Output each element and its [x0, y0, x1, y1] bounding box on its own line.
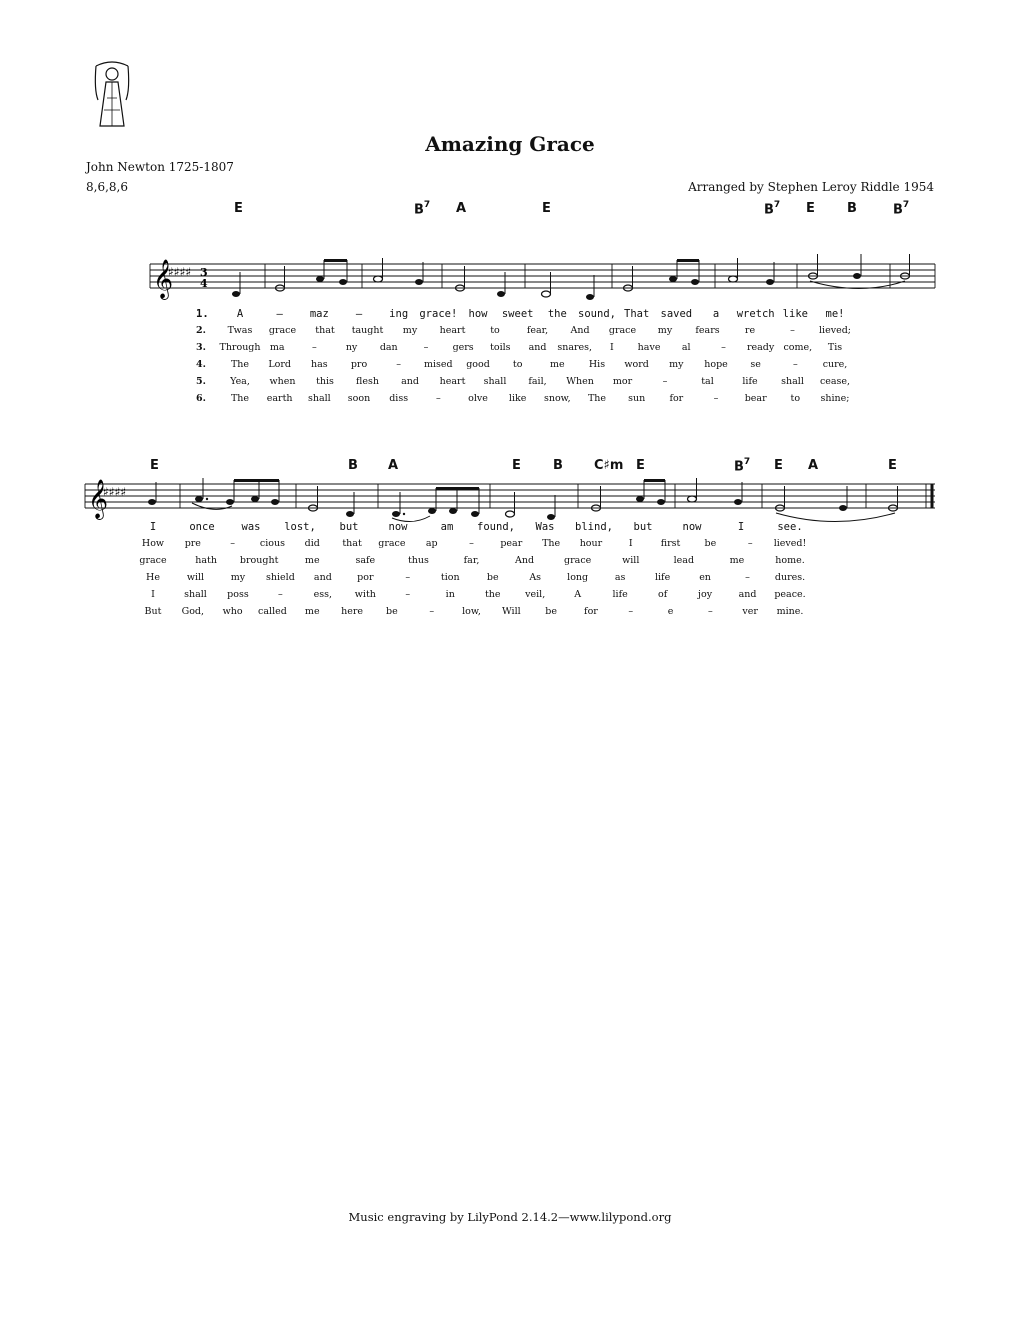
lyric-syllable: have: [637, 342, 661, 353]
lyric-syllable: shall: [307, 393, 331, 404]
lyric-syllable: Yea,: [230, 376, 250, 387]
lyric-syllable: se: [750, 359, 761, 370]
lyric-syllable: God,: [181, 606, 205, 617]
lyric-syllable: But: [144, 606, 162, 617]
lyric-syllable: me!: [825, 308, 845, 320]
lyric-syllable: for: [584, 606, 598, 617]
chord-symbol: A: [456, 201, 467, 216]
lyric-syllable: Through: [219, 342, 261, 353]
lyric-syllable: be: [386, 606, 398, 617]
lyric-syllable: dures.: [774, 572, 806, 583]
lyric-syllable: –: [469, 538, 474, 549]
lyric-syllable: re: [744, 325, 756, 336]
lyric-syllable: first: [660, 538, 681, 549]
lyric-syllable: who: [222, 606, 243, 617]
chord-symbol: E: [512, 458, 521, 473]
lyric-syllable: cious: [259, 538, 285, 549]
chord-symbol: E: [636, 458, 645, 473]
lyric-syllable: –: [423, 342, 429, 353]
lyric-syllable: and: [738, 589, 757, 600]
lyric-syllable: That: [624, 308, 650, 320]
lyric-syllable: called: [258, 606, 287, 617]
lyric-syllable: be: [545, 606, 557, 617]
lyric-syllable: –: [745, 572, 750, 583]
lyric-syllable: fears: [695, 325, 720, 336]
chord-symbol: E: [542, 201, 551, 216]
lyric-syllable: safe: [355, 555, 376, 566]
lyric-syllable: –: [278, 589, 283, 600]
lyric-syllable: when: [269, 376, 296, 387]
chord-symbol: E: [888, 458, 897, 473]
lyric-syllable: to: [490, 325, 500, 336]
lyric-syllable: with: [354, 589, 376, 600]
lyric-syllable: How: [141, 538, 165, 549]
chord-symbol: $B^7$: [414, 200, 431, 218]
lyric-syllable: en: [699, 572, 711, 583]
lyric-syllable: lost,: [284, 521, 316, 533]
lyric-syllable: a: [712, 308, 720, 320]
lyric-syllable: e: [667, 606, 674, 617]
lyric-syllable: but: [633, 521, 653, 533]
lyric-syllable: snow,: [543, 393, 571, 404]
lyric-syllable: A: [574, 589, 582, 600]
lyric-syllable: His: [588, 359, 606, 370]
lyric-syllable: ver: [742, 606, 758, 617]
lyric-syllable: like: [782, 308, 808, 320]
lyric-syllable: the: [484, 589, 501, 600]
lyric-syllable: –: [396, 359, 402, 370]
svg-text:♯♯♯♯: ♯♯♯♯: [103, 485, 127, 499]
lyric-syllable: found,: [477, 521, 515, 533]
lyric-syllable: –: [312, 342, 317, 353]
lyric-syllable: now: [682, 521, 702, 533]
lyric-syllable: see.: [777, 521, 803, 533]
lyric-syllable: this: [316, 376, 334, 387]
lyric-syllable: low,: [462, 606, 481, 617]
lyric-syllable: but: [339, 521, 359, 533]
verse-number: 1.: [196, 308, 209, 320]
staff-system-1: [0, 250, 1020, 310]
lyric-syllable: poss: [227, 589, 249, 600]
lyric-syllable: I: [609, 342, 614, 353]
lyric-syllable: heart: [439, 325, 466, 336]
lyric-syllable: diss: [389, 393, 409, 404]
lyric-syllable: cease,: [819, 376, 851, 387]
lyric-syllable: be: [486, 572, 499, 583]
verse-number: 3.: [196, 342, 206, 353]
lyric-syllable: mine.: [776, 606, 804, 617]
lyric-syllable: fail,: [528, 376, 547, 387]
lyric-syllable: –: [276, 308, 283, 320]
lyric-syllable: lieved!: [773, 538, 807, 549]
lyric-syllable: blind,: [575, 521, 613, 533]
staff-system-2: [0, 470, 1020, 530]
lyric-syllable: –: [713, 393, 719, 404]
svg-text:3: 3: [200, 266, 208, 279]
lyric-syllable: I: [151, 589, 155, 600]
lyric-syllable: me: [304, 606, 320, 617]
lyric-syllable: lieved;: [819, 325, 851, 336]
lyric-syllable: dan: [379, 342, 398, 353]
lyric-syllable: soon: [347, 393, 371, 404]
lyric-syllable: my: [669, 359, 684, 370]
lyric-syllable: heart: [439, 376, 466, 387]
lyric-syllable: long: [567, 572, 589, 583]
lyric-syllable: –: [435, 393, 441, 404]
lyric-syllable: pear: [500, 538, 523, 549]
lyric-syllable: And: [570, 325, 590, 336]
lyric-syllable: snares,: [557, 342, 593, 353]
lyric-syllable: wretch: [736, 308, 775, 320]
lyric-syllable: The: [542, 538, 561, 549]
svg-text:4: 4: [200, 277, 208, 290]
engraving-footer: Music engraving by LilyPond 2.14.2—www.lilypond.org: [348, 1210, 672, 1224]
chord-symbol: E: [234, 201, 243, 216]
lyric-syllable: pre: [184, 538, 201, 549]
lyric-syllable: –: [790, 325, 795, 336]
lyric-syllable: pro: [350, 359, 368, 370]
chord-symbol: $B^7$: [893, 200, 910, 218]
lyric-syllable: once: [189, 521, 215, 533]
lyric-syllable: I: [149, 521, 157, 533]
lyric-syllable: –: [708, 606, 713, 617]
lyric-syllable: As: [529, 572, 542, 583]
lyric-syllable: did: [304, 538, 320, 549]
lyric-syllable: lead: [673, 555, 695, 566]
lyric-syllable: to: [790, 393, 801, 404]
lyric-syllable: flesh: [356, 376, 379, 387]
lyric-syllable: joy: [698, 589, 713, 600]
lyric-syllable: like: [508, 393, 527, 404]
verse-number: 5.: [196, 376, 206, 387]
lyric-syllable: –: [747, 538, 753, 549]
lyric-syllable: life: [612, 589, 628, 600]
lyric-syllable: me: [550, 359, 565, 370]
lyric-syllable: shall: [781, 376, 804, 387]
lyric-syllable: A: [236, 308, 244, 320]
lyric-syllable: sun: [628, 393, 646, 404]
verse-number: 2.: [196, 325, 206, 336]
lyric-syllable: The: [587, 393, 607, 404]
lyric-syllable: When: [566, 376, 594, 387]
arranger-credit: Arranged by Stephen Leroy Riddle 1954: [688, 180, 934, 194]
lyric-syllable: olve: [468, 393, 488, 404]
lyric-syllable: veil,: [525, 589, 546, 600]
lyric-syllable: ess,: [313, 589, 333, 600]
angel-figure-icon: [90, 60, 134, 130]
chord-symbol: C♯m: [594, 458, 624, 473]
lyric-syllable: al: [681, 342, 691, 353]
lyric-syllable: –: [355, 308, 363, 320]
lyric-syllable: shield: [266, 572, 295, 583]
lyric-syllable: for: [669, 393, 684, 404]
lyric-syllable: am: [440, 521, 454, 533]
chord-symbol: A: [808, 458, 819, 473]
chord-symbol: B: [847, 201, 857, 216]
lyric-syllable: home.: [775, 555, 805, 566]
lyric-syllable: shall: [483, 376, 507, 387]
lyric-syllable: brought: [239, 555, 279, 566]
lyric-syllable: The: [230, 393, 250, 404]
chord-symbol: B: [553, 458, 563, 473]
lyric-syllable: grace: [608, 325, 637, 336]
chord-symbol: B: [348, 458, 358, 473]
lyric-syllable: me: [729, 555, 745, 566]
lyric-syllable: come,: [783, 342, 813, 353]
chord-symbol: E: [774, 458, 783, 473]
lyric-syllable: Twas: [227, 325, 253, 336]
lyric-syllable: grace: [378, 538, 406, 549]
lyric-syllable: hour: [579, 538, 603, 549]
lyric-syllable: hath: [195, 555, 217, 566]
chord-symbol: $B^7$: [764, 200, 781, 218]
lyric-syllable: I: [628, 538, 633, 549]
lyric-syllable: of: [657, 589, 668, 600]
chord-symbol: E: [150, 458, 159, 473]
lyric-syllable: as: [614, 572, 626, 583]
lyric-syllable: –: [230, 538, 235, 549]
lyric-syllable: will: [622, 555, 640, 566]
lyric-syllable: saved: [660, 308, 693, 320]
lyric-syllable: Lord: [268, 359, 291, 370]
poet-credit: John Newton 1725-1807: [86, 160, 234, 174]
lyric-syllable: to: [512, 359, 523, 370]
lyric-syllable: word: [624, 359, 649, 370]
lyric-syllable: shall: [184, 589, 207, 600]
lyric-syllable: Will: [501, 606, 521, 617]
lyric-syllable: toils: [490, 342, 511, 353]
lyric-syllable: grace: [564, 555, 592, 566]
lyric-syllable: –: [429, 606, 435, 617]
lyric-syllable: and: [313, 572, 332, 583]
lyric-syllable: sweet: [501, 308, 534, 320]
chord-symbol: $B^7$: [734, 457, 751, 475]
lyric-syllable: that: [342, 538, 362, 549]
lyric-syllable: –: [628, 606, 634, 617]
lyric-syllable: –: [721, 342, 726, 353]
lyric-syllable: my: [402, 325, 418, 336]
lyric-syllable: tal: [701, 376, 714, 387]
lyric-syllable: –: [405, 589, 411, 600]
lyric-syllable: fear,: [526, 325, 549, 336]
lyric-syllable: mised: [424, 359, 453, 370]
lyric-syllable: be: [704, 538, 717, 549]
lyric-syllable: Tis: [827, 342, 843, 353]
svg-text:𝄞: 𝄞: [153, 259, 174, 299]
lyric-syllable: And: [515, 555, 535, 566]
lyric-syllable: far,: [463, 555, 480, 566]
lyric-syllable: grace: [268, 325, 297, 336]
svg-text:♯♯♯♯: ♯♯♯♯: [168, 265, 192, 279]
lyric-syllable: peace.: [774, 589, 806, 600]
lyric-syllable: here: [341, 606, 364, 617]
lyric-syllable: ma: [269, 342, 285, 353]
lyric-syllable: in: [445, 589, 455, 600]
lyric-syllable: I: [737, 521, 745, 533]
lyric-syllable: mor: [612, 376, 633, 387]
lyric-syllable: The: [230, 359, 250, 370]
lyric-syllable: will: [186, 572, 205, 583]
lyric-syllable: me: [304, 555, 320, 566]
lyric-syllable: life: [654, 572, 671, 583]
lyric-syllable: shine;: [820, 393, 850, 404]
lyric-syllable: my: [230, 572, 246, 583]
lyric-syllable: He: [146, 572, 160, 583]
lyric-syllable: that: [315, 325, 335, 336]
verse-number: 4.: [196, 359, 206, 370]
lyric-syllable: bear: [744, 393, 767, 404]
lyric-syllable: –: [405, 572, 411, 583]
lyric-syllable: grace!: [419, 308, 458, 320]
lyric-syllable: grace: [139, 555, 167, 566]
lyric-syllable: my: [657, 325, 673, 336]
lyric-syllable: and: [528, 342, 547, 353]
lyric-syllable: por: [357, 572, 374, 583]
lyric-syllable: thus: [407, 555, 429, 566]
lyric-syllable: ing: [389, 308, 409, 320]
lyric-syllable: gers: [452, 342, 474, 353]
lyric-syllable: ny: [345, 342, 358, 353]
lyric-syllable: ap: [425, 538, 438, 549]
lyric-syllable: ready: [746, 342, 775, 353]
lyric-syllable: life: [742, 376, 758, 387]
song-title: Amazing Grace: [425, 132, 595, 156]
lyric-syllable: earth: [266, 393, 293, 404]
lyric-syllable: maz: [309, 308, 329, 320]
lyric-syllable: taught: [351, 325, 384, 336]
lyric-syllable: Was: [535, 521, 555, 533]
lyric-syllable: was: [241, 521, 261, 533]
lyric-syllable: and: [401, 376, 419, 387]
lyric-syllable: now: [388, 521, 408, 533]
lyric-syllable: cure,: [822, 359, 848, 370]
lyric-syllable: has: [310, 359, 328, 370]
lyric-syllable: good: [466, 359, 490, 370]
chord-symbol: A: [388, 458, 399, 473]
lyric-syllable: the: [547, 308, 567, 320]
verse-number: 6.: [196, 393, 206, 404]
lyric-syllable: sound,: [578, 308, 616, 320]
svg-text:𝄞: 𝄞: [88, 479, 109, 519]
lyric-syllable: tion: [440, 572, 460, 583]
lyric-syllable: hope: [704, 359, 728, 370]
lyric-syllable: how: [468, 308, 488, 320]
lyric-syllable: –: [792, 359, 798, 370]
chord-symbol: E: [806, 201, 815, 216]
lyric-syllable: –: [662, 376, 668, 387]
meter-label: 8,6,8,6: [86, 180, 128, 194]
